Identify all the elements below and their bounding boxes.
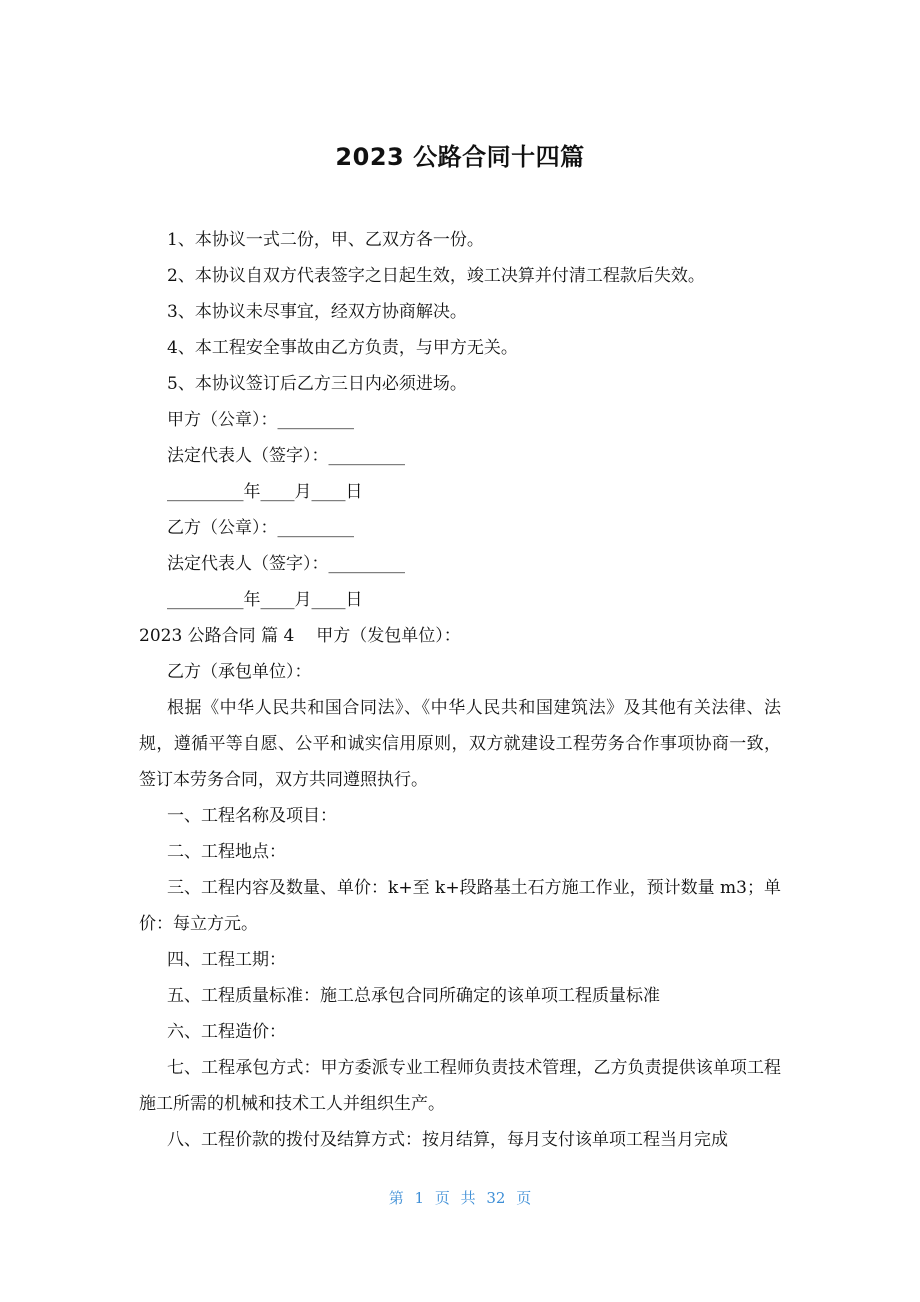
party-b-date-line: _________年____月____日 bbox=[167, 590, 363, 610]
party-b-representative-line: 法定代表人（签字）：_________ bbox=[167, 554, 405, 574]
item-6: 六、工程造价： bbox=[167, 1022, 286, 1042]
item-7: 七、工程承包方式：甲方委派专业工程师负责技术管理，乙方负责提供该单项工程施工所需的机械和技术工人并组织生产。 bbox=[139, 1058, 781, 1114]
item-2: 二、工程地点： bbox=[167, 842, 286, 862]
party-a-date-line: _________年____月____日 bbox=[167, 482, 363, 502]
clause-1: 1、本协议一式二份，甲、乙双方各一份。 bbox=[167, 230, 484, 250]
document-body bbox=[139, 222, 781, 1158]
section-heading: 2023 公路合同 篇 4 bbox=[139, 626, 295, 646]
intro-paragraph: 根据《中华人民共和国合同法》、《中华人民共和国建筑法》及其他有关法律、法规，遵循平等自愿、公平和诚实信用原则，双方就建设工程劳务合作事项协商一致，签订本劳务合同，双方共同遵照执行。 bbox=[139, 698, 781, 790]
item-5: 五、工程质量标准：施工总承包合同所确定的该单项工程质量标准 bbox=[167, 986, 660, 1006]
party-a-seal-line: 甲方（公章）：_________ bbox=[167, 410, 354, 430]
page-number-footer: 第 1 页 共 32 页 bbox=[388, 1189, 532, 1207]
section-party-a: 甲方（发包单位）： bbox=[316, 626, 461, 646]
party-b-seal-line: 乙方（公章）：_________ bbox=[167, 518, 354, 538]
clause-2: 2、本协议自双方代表签字之日起生效，竣工决算并付清工程款后失效。 bbox=[167, 266, 705, 286]
document-title: 2023 公路合同十四篇 bbox=[335, 143, 585, 171]
section-heading-line bbox=[139, 618, 781, 654]
item-3: 三、工程内容及数量、单价：k+至 k+段路基土石方施工作业，预计数量 m3；单价：每立方元。 bbox=[139, 878, 781, 934]
item-8: 八、工程价款的拨付及结算方式：按月结算，每月支付该单项工程当月完成 bbox=[167, 1130, 728, 1150]
party-b-unit-line: 乙方（承包单位）： bbox=[167, 662, 312, 682]
item-4: 四、工程工期： bbox=[167, 950, 286, 970]
clause-5: 5、本协议签订后乙方三日内必须进场。 bbox=[167, 374, 467, 394]
item-1: 一、工程名称及项目： bbox=[167, 806, 337, 826]
party-a-representative-line: 法定代表人（签字）：_________ bbox=[167, 446, 405, 466]
clause-4: 4、本工程安全事故由乙方负责，与甲方无关。 bbox=[167, 338, 518, 358]
clause-3: 3、本协议未尽事宜，经双方协商解决。 bbox=[167, 302, 467, 322]
